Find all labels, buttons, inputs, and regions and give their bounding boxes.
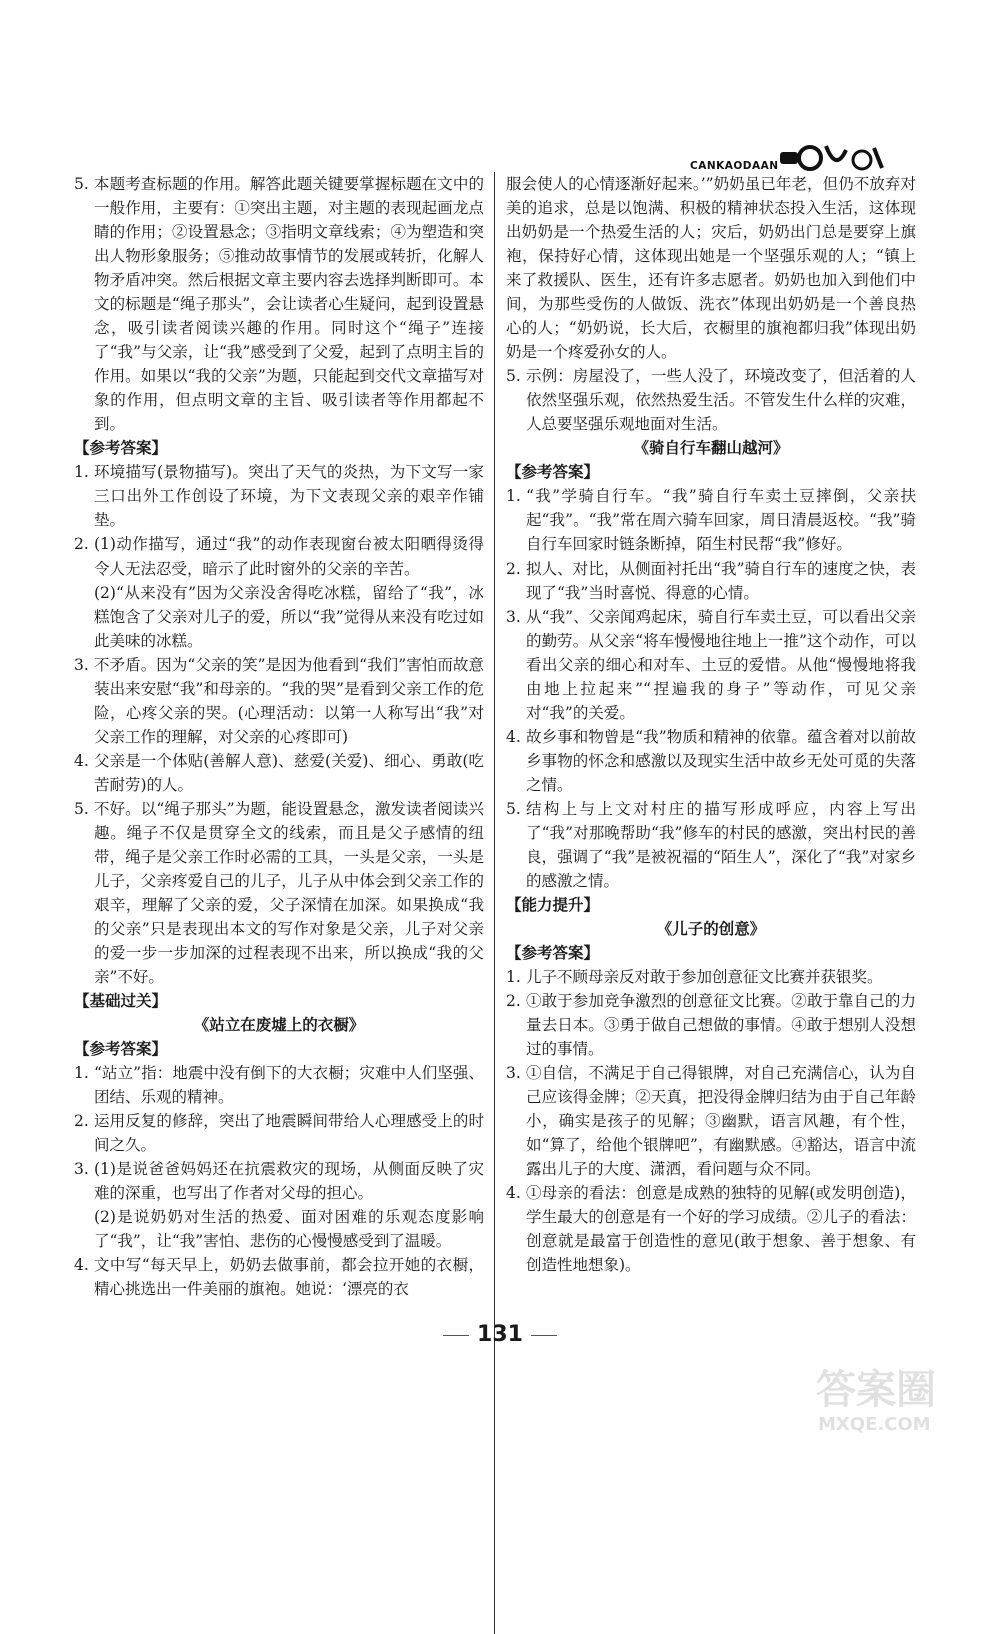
item-number: 5. [506,367,521,386]
watermark-line1: 答案圈 [816,1367,936,1413]
item-number: 1. [74,463,89,482]
item-number: 5. [506,799,521,818]
item-number: 5. [74,799,89,818]
answer-item [74,653,484,749]
section-heading: 【参考答案】 [506,944,600,962]
answer-item [506,557,916,605]
item-number: 3. [74,1160,89,1179]
item-number: 1. [74,1064,89,1083]
answer-subitem: (2)是说奶奶对生活的热爱、面对困难的乐观态度影响了“我”，让“我”害怕、悲伤的心慢慢感受到了温暖。 [94,1208,484,1251]
section-heading: 【参考答案】 [74,439,168,458]
item-text: ①敢于参加竞争激烈的创意征文比赛。②敢于靠自己的力量去日本。③勇于做自己想做的事情。④敢于想别人没想过的事情。 [526,992,916,1059]
right-column [506,172,916,1277]
column-divider [494,172,495,1634]
item-text: “我”学骑自行车。“我”骑自行车卖土豆摔倒，父亲扶起“我”。“我”常在周六骑车回家，周日清晨返校。“我”骑自行车回家时链条断掉，陌生村民帮“我”修好。 [526,487,916,554]
item-text: 环境描写(景物描写)。突出了天气的炎热，为下文写一家三口出外工作创设了环境，为下文表现父亲的艰辛作铺垫。 [94,463,484,530]
item-text: 本题考查标题的作用。解答此题关键要掌握标题在文中的一般作用，主要有：①突出主题，对主题的表现起画龙点睛的作用；②设置悬念；③指明文章线索；④为塑造和突出人物形象服务；⑤推动故事情节的发展或转折，化解人物矛盾冲突。然后根据文章主要内容去选择判断即可。本文的标题是“绳子那头”，会让读者心生疑问，起到设置悬念，吸引读者阅读兴趣的作用。同时这个“绳子”连接了“我”与父亲，让“我”感受到了父爱，起到了点明主旨的作用。如果以“我的父亲”为题，只能起到交代文章描写对象的作用，但点明文章的主旨、吸引读者等作用都起不到。 [94,175,484,434]
item-text: 儿子不顾母亲反对敢于参加创意征文比赛并获银奖。 [526,968,883,987]
watermark-line2: MXQE.COM [818,1414,931,1435]
section-heading: 【基础过关】 [74,992,168,1011]
item-number: 4. [74,1256,89,1275]
item-text: “站立”指：地震中没有倒下的大衣橱；灾难中人们坚强、团结、乐观的精神。 [94,1064,484,1107]
section-heading: 【参考答案】 [74,1040,168,1059]
answer-item [74,460,484,532]
item-text: 运用反复的修辞，突出了地震瞬间带给人心理感受上的时间之久。 [94,1112,484,1155]
item-number: 2. [74,1112,89,1131]
page-number-footer [0,1322,1000,1347]
answer-item [74,1253,484,1301]
item-text: 父亲是一个体贴(善解人意)、慈爱(关爱)、细心、勇敢(吃苦耐劳)的人。 [94,751,484,794]
answer-item [74,1061,484,1109]
item-number: 5. [74,175,89,193]
item-text: 拟人、对比，从侧面衬托出“我”骑自行车的速度之快，表现了“我”当时喜悦、得意的心情。 [526,559,916,602]
item-text: 不矛盾。因为“父亲的笑”是因为他看到“我们”害怕而故意装出来安慰“我”和母亲的。“我的哭”是看到父亲工作的危险，心疼父亲的哭。(心理活动：以第一人称写出“我”对父亲工作的理解，对父亲的心疼即可) [94,655,484,746]
answer-item [74,797,484,989]
dash-left [443,1335,469,1336]
answer-item [74,172,484,436]
item-text: ①母亲的看法：创意是成熟的独特的见解(或发明创造)，学生最大的创意是有一个好的学习成绩。②儿子的看法：创意就是最富于创造性的意见(敢于想象、善于想象、有创造性地想象)。 [526,1184,916,1275]
dash-right [531,1335,557,1336]
answer-item [506,605,916,725]
answer-item [506,989,916,1061]
page-number: 131 [477,1322,523,1347]
item-text: ①自信，不满足于自己得银牌，对自己充满信心，认为自己应该得金牌；②天真，把没得金牌归结为由于自己年龄小，确实是孩子的见解；③幽默，语言风趣，有个性，如“算了，给他个银牌吧”，有幽默感。④豁达，语言中流露出儿子的大度、潇洒，看问题与众不同。 [526,1064,916,1179]
section-heading: 【参考答案】 [506,463,600,482]
item-number: 2. [506,559,521,578]
answer-item [506,1181,916,1277]
item-text: (1)动作描写，通过“我”的动作表现窗台被太阳晒得烫得令人无法忍受，暗示了此时窗外的父亲的辛苦。 [94,535,484,578]
answer-item [506,797,916,893]
item-number: 4. [74,751,89,770]
article-title: 《儿子的创意》 [656,919,766,938]
item-number: 1. [506,487,521,506]
watermark-logo [806,1358,986,1438]
brand-text: CANKAODAAN [690,160,779,172]
article-title: 《骑自行车翻山越河》 [633,439,789,458]
item-text: 结构上与上文对村庄的描写形成呼应，内容上写出了“我”对那晚帮助“我”修车的村民的感激，突出村民的善良，强调了“我”是被祝福的“陌生人”，深化了“我”对家乡的感激之情。 [526,799,916,890]
item-number: 2. [74,535,89,554]
item-number: 4. [506,1184,521,1203]
left-column [74,172,484,1301]
item-number: 4. [506,727,521,746]
item-text: 从“我”、父亲闻鸡起床，骑自行车卖土豆，可以看出父亲的勤劳。从父亲“将车慢慢地往地上一推”这个动作，可以看出父亲的细心和对车、土豆的爱惜。从他“慢慢地将我由地上拉起来”“捏遍我的身子”等动作，可见父亲对“我”的关爱。 [526,607,916,722]
article-title: 《站立在废墟上的衣橱》 [193,1016,365,1035]
item-text: 故乡事和物曾是“我”物质和精神的依靠。蕴含着对以前故乡事物的怀念和感激以及现实生活中故乡无处可觅的失落之情。 [526,727,916,794]
answer-item [506,1061,916,1181]
answer-subitem: (2)“从来没有”因为父亲没舍得吃冰糕，留给了“我”，冰糕饱含了父亲对儿子的爱，所以“我”觉得从来没有吃过如此美味的冰糕。 [94,583,484,650]
answer-item [506,965,916,989]
answer-paragraph: 服会使人的心情逐渐好起来。’”奶奶虽已年老，但仍不放弃对美的追求，总是以饱满、积极的精神状态投入生活，这体现出奶奶是一个热爱生活的人；灾后，奶奶出门总是要穿上旗袍，保持好心情，这体现出她是一个坚强乐观的人；“镇上来了救援队、医生，还有许多志愿者。奶奶也加入到他们中间，为那些受伤的人做饭、洗衣”体现出奶奶是一个善良热心的人；“奶奶说，长大后，衣橱里的旗袍都归我”体现出奶奶是一个疼爱孙女的人。 [506,175,916,362]
item-number: 1. [506,968,521,987]
item-text: 文中写“每天早上，奶奶去做事前，都会拉开她的衣橱，精心挑选出一件美丽的旗袍。她说：‘漂亮的衣 [94,1256,484,1299]
answer-item [74,749,484,797]
item-text: 示例：房屋没了，一些人没了，环境改变了，但活着的人依然坚强乐观，依然热爱生活。不管发生什么样的灾难，人总要坚强乐观地面对生活。 [526,367,916,434]
section-heading: 【能力提升】 [506,895,600,914]
item-text: (1)是说爸爸妈妈还在抗震救灾的现场，从侧面反映了灾难的深重，也写出了作者对父母的担心。 [94,1160,484,1203]
answer-item [506,725,916,797]
answer-item [74,1109,484,1157]
answer-item [506,484,916,556]
item-number: 3. [74,655,89,674]
answer-item [74,1157,484,1205]
item-number: 3. [506,607,521,626]
answer-item [74,532,484,580]
answer-item [506,364,916,436]
item-number: 3. [506,1064,521,1083]
item-number: 2. [506,992,521,1011]
item-text: 不好。以“绳子那头”为题，能设置悬念，激发读者阅读兴趣。绳子不仅是贯穿全文的线索，而且是父子感情的纽带，绳子是父亲工作时必需的工具，一头是父亲，一头是儿子，父亲疼爱自己的儿子，儿子从中体会到父亲工作的艰辛，理解了父亲的爱，父子深情在加深。如果换成“我的父亲”只是表现出本文的写作对象是父亲，儿子对父亲的爱一步一步加深的过程表现不出来，所以换成“我的父亲”不好。 [94,799,484,987]
